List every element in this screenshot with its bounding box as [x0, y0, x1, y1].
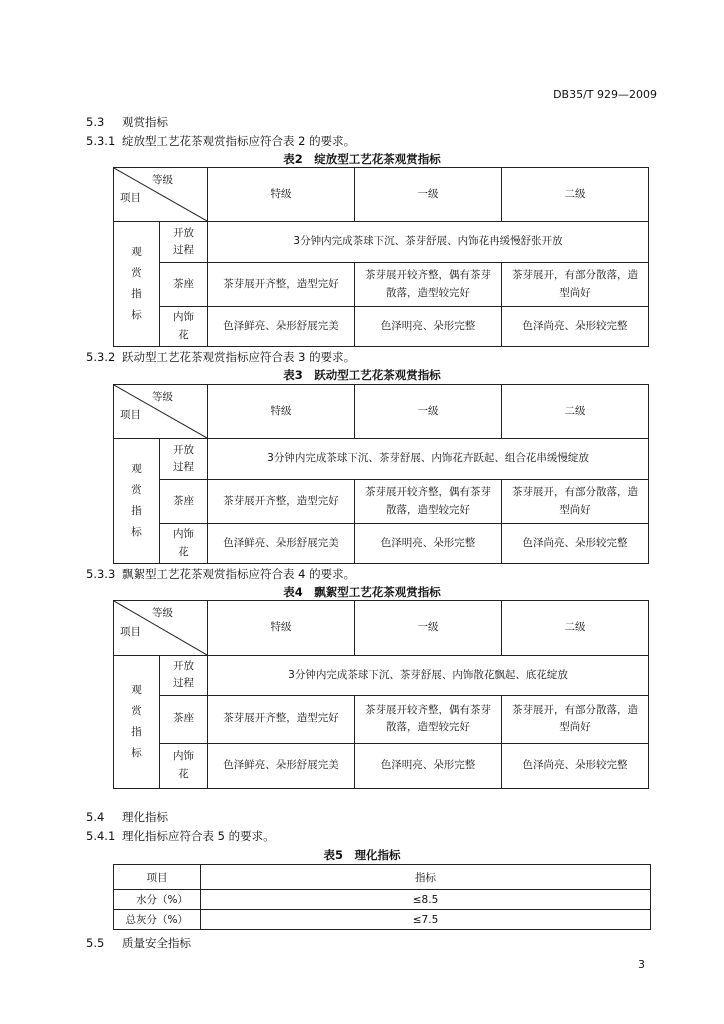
table5-item: 总灰分（%） — [114, 910, 201, 930]
group-label-appearance: 观 赏 指 标 — [114, 439, 160, 564]
corner-item-label: 项目 — [120, 191, 141, 204]
section-5-4-1 — [86, 828, 275, 844]
row-item-label: 茶座 — [160, 480, 208, 524]
merged-criteria-cell: 3分钟内完成茶球下沉、茶芽舒展、内饰散花飘起、底花绽放 — [208, 656, 649, 696]
criteria-cell-first: 茶芽展开较齐整，偶有茶芽 散落，造型较完好 — [355, 263, 502, 307]
table5-caption: 表5 理化指标 — [323, 848, 401, 862]
table-row — [114, 656, 649, 696]
section-5-3 — [86, 114, 168, 130]
table-row — [114, 480, 649, 524]
merged-criteria-cell: 3分钟内完成茶球下沉、茶芽舒展、内饰花卉跃起、组合花串缓慢绽放 — [208, 439, 649, 480]
group-label-appearance: 观 赏 指 标 — [114, 656, 160, 789]
section-text: 理化指标应符合表 5 的要求。 — [122, 829, 275, 843]
table4-caption: 表4 飘絮型工艺花茶观赏指标 — [283, 585, 441, 599]
row-item-label: 内饰 花 — [160, 524, 208, 564]
page-number: 3 — [638, 958, 645, 971]
criteria-cell-second: 色泽尚亮、朵形较完整 — [502, 743, 649, 788]
criteria-cell-first: 色泽明亮、朵形完整 — [355, 307, 502, 347]
table5-item: 水分（%） — [114, 890, 201, 910]
merged-criteria-cell: 3分钟内完成茶球下沉、茶芽舒展、内饰花冉缓慢舒张开放 — [208, 222, 649, 263]
table4-header-row — [114, 601, 649, 656]
criteria-cell-second: 色泽尚亮、朵形较完整 — [502, 307, 649, 347]
section-number: 5.4.1 — [86, 829, 116, 843]
section-title: 质量安全指标 — [122, 936, 191, 950]
section-title: 理化指标 — [122, 810, 168, 824]
table2-corner-cell — [114, 168, 208, 222]
section-number: 5.3.1 — [86, 134, 116, 148]
corner-grade-label: 等级 — [152, 607, 173, 619]
row-item-label: 开放 过程 — [160, 222, 208, 263]
section-number: 5.3.2 — [86, 350, 116, 364]
section-text: 绽放型工艺花茶观赏指标应符合表 2 的要求。 — [122, 134, 356, 148]
grade-second-header: 二级 — [502, 385, 649, 439]
section-number: 5.3.3 — [86, 567, 116, 581]
table2-header-row — [114, 168, 649, 222]
grade-first-header: 一级 — [355, 168, 502, 222]
grade-second-header: 二级 — [502, 168, 649, 222]
corner-item-label: 项目 — [120, 408, 141, 421]
criteria-cell-special: 茶芽展开齐整，造型完好 — [208, 263, 355, 307]
row-item-label: 内饰 花 — [160, 307, 208, 347]
criteria-cell-first: 色泽明亮、朵形完整 — [355, 524, 502, 564]
grade-first-header: 一级 — [355, 385, 502, 439]
section-text: 跃动型工艺花茶观赏指标应符合表 3 的要求。 — [122, 350, 356, 364]
criteria-cell-second: 色泽尚亮、朵形较完整 — [502, 524, 649, 564]
table5-header-value: 指标 — [201, 865, 651, 890]
table5-value: ≤7.5 — [201, 910, 651, 930]
table-row — [114, 263, 649, 307]
corner-grade-label: 等级 — [152, 391, 173, 403]
section-5-3-2 — [86, 349, 355, 365]
document-code: DB35/T 929—2009 — [553, 88, 657, 101]
section-number: 5.3 — [86, 115, 105, 129]
section-5-4 — [86, 809, 168, 825]
row-item-label: 内饰 花 — [160, 743, 208, 788]
table5-header-item: 项目 — [114, 865, 201, 890]
grade-special-header: 特级 — [208, 601, 355, 656]
table4 — [113, 600, 649, 789]
table-row — [114, 695, 649, 743]
table-row — [114, 307, 649, 347]
section-number: 5.4 — [86, 810, 105, 824]
criteria-cell-special: 色泽鲜亮、朵形舒展完美 — [208, 524, 355, 564]
criteria-cell-first: 色泽明亮、朵形完整 — [355, 743, 502, 788]
row-item-label: 开放 过程 — [160, 656, 208, 696]
criteria-cell-special: 色泽鲜亮、朵形舒展完美 — [208, 743, 355, 788]
corner-item-label: 项目 — [120, 625, 141, 638]
row-item-label: 茶座 — [160, 695, 208, 743]
section-number: 5.5 — [86, 936, 105, 950]
grade-second-header: 二级 — [502, 601, 649, 656]
table3-corner-cell — [114, 385, 208, 439]
table5-value: ≤8.5 — [201, 890, 651, 910]
criteria-cell-first: 茶芽展开较齐整，偶有茶芽 散落，造型较完好 — [355, 695, 502, 743]
table-row — [114, 222, 649, 263]
table3-header-row — [114, 385, 649, 439]
criteria-cell-special: 茶芽展开齐整，造型完好 — [208, 480, 355, 524]
row-item-label: 开放 过程 — [160, 439, 208, 480]
grade-special-header: 特级 — [208, 385, 355, 439]
grade-special-header: 特级 — [208, 168, 355, 222]
corner-grade-label: 等级 — [152, 174, 173, 186]
section-text: 飘絮型工艺花茶观赏指标应符合表 4 的要求。 — [122, 567, 356, 581]
criteria-cell-special: 茶芽展开齐整，造型完好 — [208, 695, 355, 743]
table3 — [113, 384, 649, 564]
section-5-3-1 — [86, 133, 355, 149]
criteria-cell-second: 茶芽展开，有部分散落，造 型尚好 — [502, 480, 649, 524]
table-row — [114, 743, 649, 788]
table-row — [114, 524, 649, 564]
table5-header-row — [114, 865, 651, 890]
table-row — [114, 439, 649, 480]
criteria-cell-first: 茶芽展开较齐整，偶有茶芽 散落，造型较完好 — [355, 480, 502, 524]
table4-corner-cell — [114, 601, 208, 656]
table3-caption: 表3 跃动型工艺花茶观赏指标 — [283, 368, 441, 382]
criteria-cell-second: 茶芽展开，有部分散落，造 型尚好 — [502, 263, 649, 307]
criteria-cell-second: 茶芽展开，有部分散落，造 型尚好 — [502, 695, 649, 743]
group-label-appearance: 观 赏 指 标 — [114, 222, 160, 347]
section-title: 观赏指标 — [122, 115, 168, 129]
section-5-5 — [86, 935, 191, 951]
row-item-label: 茶座 — [160, 263, 208, 307]
table-row — [114, 890, 651, 910]
table-row — [114, 910, 651, 930]
section-5-3-3 — [86, 566, 355, 582]
table5 — [113, 864, 651, 930]
table2-caption: 表2 绽放型工艺花茶观赏指标 — [283, 152, 441, 166]
criteria-cell-special: 色泽鲜亮、朵形舒展完美 — [208, 307, 355, 347]
table2 — [113, 167, 649, 347]
grade-first-header: 一级 — [355, 601, 502, 656]
